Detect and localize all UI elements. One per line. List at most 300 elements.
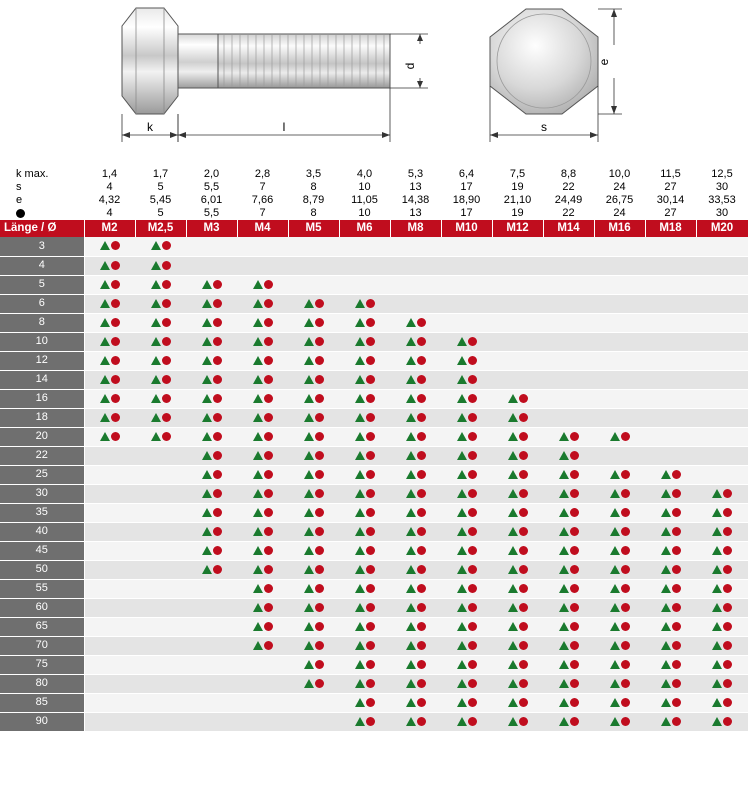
circle-icon xyxy=(519,546,528,555)
availability-cell xyxy=(288,674,339,693)
circle-icon xyxy=(723,698,732,707)
triangle-icon xyxy=(661,508,671,517)
metric-row xyxy=(0,194,748,207)
triangle-icon xyxy=(559,679,569,688)
circle-icon xyxy=(417,318,426,327)
availability-cell xyxy=(492,313,543,332)
availability-cell xyxy=(390,313,441,332)
availability-cell xyxy=(696,389,748,408)
column-header-M6: M6 xyxy=(339,220,390,237)
availability-marks xyxy=(406,659,426,670)
triangle-icon xyxy=(253,451,263,460)
availability-marks xyxy=(355,602,375,613)
circle-icon xyxy=(519,394,528,403)
availability-cell xyxy=(441,560,492,579)
triangle-icon xyxy=(610,698,620,707)
circle-icon xyxy=(111,394,120,403)
metric-value: 27 xyxy=(645,181,696,194)
dimension-label-k: k xyxy=(147,120,153,134)
metric-value: 2,0 xyxy=(186,168,237,181)
availability-cell xyxy=(237,503,288,522)
availability-cell xyxy=(237,655,288,674)
availability-marks xyxy=(406,602,426,613)
availability-cell xyxy=(645,712,696,731)
availability-marks xyxy=(406,450,426,461)
triangle-icon xyxy=(661,622,671,631)
availability-marks xyxy=(151,374,171,385)
table-row xyxy=(0,484,748,503)
availability-marks xyxy=(661,697,681,708)
availability-cell xyxy=(645,541,696,560)
availability-marks xyxy=(406,317,426,328)
availability-marks xyxy=(661,526,681,537)
triangle-icon xyxy=(304,356,314,365)
triangle-icon xyxy=(406,489,416,498)
triangle-icon xyxy=(355,546,365,555)
circle-icon xyxy=(468,660,477,669)
circle-icon xyxy=(417,679,426,688)
column-header-M12: M12 xyxy=(492,220,543,237)
circle-icon xyxy=(417,698,426,707)
triangle-icon xyxy=(712,660,722,669)
availability-cell xyxy=(84,522,135,541)
availability-cell xyxy=(441,256,492,275)
availability-marks xyxy=(559,640,579,651)
availability-cell xyxy=(339,408,390,427)
metric-value: 30 xyxy=(696,181,748,194)
availability-marks xyxy=(253,469,273,480)
triangle-icon xyxy=(151,280,161,289)
availability-marks xyxy=(559,450,579,461)
metric-value: 4,32 xyxy=(84,194,135,207)
triangle-icon xyxy=(610,546,620,555)
circle-icon xyxy=(162,299,171,308)
availability-marks xyxy=(559,716,579,727)
availability-cell xyxy=(186,636,237,655)
availability-cell xyxy=(543,237,594,256)
metric-value: 4 xyxy=(84,181,135,194)
availability-marks xyxy=(253,621,273,632)
availability-cell xyxy=(645,617,696,636)
availability-cell xyxy=(288,522,339,541)
availability-cell xyxy=(390,237,441,256)
table-row xyxy=(0,370,748,389)
circle-icon xyxy=(519,432,528,441)
circle-icon xyxy=(672,565,681,574)
circle-icon xyxy=(315,660,324,669)
availability-marks xyxy=(610,488,630,499)
triangle-icon xyxy=(406,337,416,346)
availability-cell xyxy=(594,712,645,731)
availability-marks xyxy=(100,279,120,290)
triangle-icon xyxy=(100,413,110,422)
triangle-icon xyxy=(508,603,518,612)
triangle-icon xyxy=(355,299,365,308)
triangle-icon xyxy=(508,717,518,726)
length-label: 5 xyxy=(0,275,84,294)
circle-icon xyxy=(264,603,273,612)
availability-marks xyxy=(304,640,324,651)
availability-cell xyxy=(594,655,645,674)
availability-marks xyxy=(202,412,222,423)
circle-icon xyxy=(111,432,120,441)
triangle-icon xyxy=(253,432,263,441)
availability-marks xyxy=(202,564,222,575)
availability-cell xyxy=(339,389,390,408)
availability-marks xyxy=(253,298,273,309)
availability-cell xyxy=(288,465,339,484)
table-row xyxy=(0,313,748,332)
availability-marks xyxy=(406,678,426,689)
metric-value: 8 xyxy=(288,181,339,194)
availability-cell xyxy=(594,313,645,332)
availability-cell xyxy=(84,389,135,408)
availability-cell xyxy=(543,465,594,484)
triangle-icon xyxy=(712,489,722,498)
availability-marks xyxy=(661,678,681,689)
circle-icon xyxy=(111,375,120,384)
circle-icon xyxy=(366,698,375,707)
availability-cell xyxy=(135,636,186,655)
availability-marks xyxy=(355,431,375,442)
availability-cell xyxy=(543,446,594,465)
availability-cell xyxy=(339,275,390,294)
triangle-icon xyxy=(355,375,365,384)
availability-marks xyxy=(253,526,273,537)
availability-marks xyxy=(508,412,528,423)
availability-cell xyxy=(135,674,186,693)
availability-marks xyxy=(508,507,528,518)
circle-icon xyxy=(417,641,426,650)
triangle-icon xyxy=(253,527,263,536)
circle-icon xyxy=(213,527,222,536)
dimension-d xyxy=(390,34,428,88)
availability-cell xyxy=(84,655,135,674)
circle-icon xyxy=(315,451,324,460)
availability-cell xyxy=(288,598,339,617)
availability-cell xyxy=(696,655,748,674)
availability-cell xyxy=(696,712,748,731)
table-row xyxy=(0,541,748,560)
availability-cell xyxy=(84,370,135,389)
availability-cell xyxy=(288,313,339,332)
availability-cell xyxy=(492,389,543,408)
availability-cell xyxy=(84,579,135,598)
availability-cell xyxy=(288,389,339,408)
circle-icon xyxy=(162,337,171,346)
triangle-icon xyxy=(304,641,314,650)
availability-marks xyxy=(151,260,171,271)
triangle-icon xyxy=(304,546,314,555)
availability-cell xyxy=(645,465,696,484)
availability-marks xyxy=(355,716,375,727)
length-label: 10 xyxy=(0,332,84,351)
availability-marks xyxy=(202,526,222,537)
availability-marks xyxy=(457,393,477,404)
availability-cell xyxy=(543,389,594,408)
availability-cell xyxy=(441,712,492,731)
circle-icon xyxy=(621,546,630,555)
circle-icon xyxy=(264,337,273,346)
triangle-icon xyxy=(610,489,620,498)
availability-cell xyxy=(696,237,748,256)
availability-marks xyxy=(457,450,477,461)
availability-cell xyxy=(645,503,696,522)
triangle-icon xyxy=(253,641,263,650)
triangle-icon xyxy=(508,584,518,593)
table-row xyxy=(0,693,748,712)
availability-cell xyxy=(288,332,339,351)
circle-icon xyxy=(264,413,273,422)
availability-cell xyxy=(390,294,441,313)
triangle-icon xyxy=(559,641,569,650)
availability-marks xyxy=(508,393,528,404)
circle-icon xyxy=(468,679,477,688)
triangle-icon xyxy=(304,470,314,479)
circle-icon xyxy=(417,546,426,555)
availability-cell xyxy=(441,579,492,598)
availability-marks xyxy=(355,621,375,632)
triangle-icon xyxy=(355,679,365,688)
column-header-M25: M2,5 xyxy=(135,220,186,237)
availability-marks xyxy=(661,716,681,727)
availability-cell xyxy=(339,617,390,636)
triangle-icon xyxy=(610,679,620,688)
triangle-icon xyxy=(661,546,671,555)
availability-cell xyxy=(645,579,696,598)
circle-icon xyxy=(723,622,732,631)
triangle-icon xyxy=(304,527,314,536)
triangle-icon xyxy=(202,413,212,422)
availability-cell xyxy=(543,522,594,541)
availability-cell xyxy=(543,503,594,522)
triangle-icon xyxy=(304,603,314,612)
metric-value: 17 xyxy=(441,207,492,220)
availability-cell xyxy=(594,560,645,579)
availability-marks xyxy=(202,393,222,404)
availability-marks xyxy=(151,336,171,347)
circle-icon xyxy=(213,375,222,384)
availability-cell xyxy=(645,674,696,693)
circle-icon xyxy=(723,603,732,612)
triangle-icon xyxy=(355,413,365,422)
triangle-icon xyxy=(712,641,722,650)
availability-marks xyxy=(610,640,630,651)
availability-cell xyxy=(441,522,492,541)
availability-marks xyxy=(406,697,426,708)
availability-cell xyxy=(84,237,135,256)
availability-marks xyxy=(202,298,222,309)
availability-marks xyxy=(661,488,681,499)
circle-icon xyxy=(468,394,477,403)
availability-cell xyxy=(84,712,135,731)
triangle-icon xyxy=(406,413,416,422)
circle-icon xyxy=(621,660,630,669)
triangle-icon xyxy=(202,299,212,308)
availability-marks xyxy=(457,583,477,594)
availability-cell xyxy=(645,294,696,313)
availability-cell xyxy=(84,484,135,503)
circle-icon xyxy=(213,413,222,422)
availability-marks xyxy=(712,602,732,613)
availability-marks xyxy=(610,621,630,632)
availability-marks xyxy=(355,317,375,328)
metric-row xyxy=(0,181,748,194)
availability-cell xyxy=(645,389,696,408)
availability-marks xyxy=(712,583,732,594)
dimension-table-body xyxy=(0,168,748,731)
availability-marks xyxy=(559,602,579,613)
availability-cell xyxy=(339,313,390,332)
availability-marks xyxy=(559,488,579,499)
availability-cell xyxy=(186,541,237,560)
metric-value: 10,0 xyxy=(594,168,645,181)
availability-marks xyxy=(559,526,579,537)
availability-cell xyxy=(492,370,543,389)
metric-value: 30,14 xyxy=(645,194,696,207)
availability-cell xyxy=(186,712,237,731)
availability-cell xyxy=(543,693,594,712)
availability-cell xyxy=(237,636,288,655)
availability-cell xyxy=(543,256,594,275)
circle-icon xyxy=(213,299,222,308)
availability-cell xyxy=(237,541,288,560)
circle-icon xyxy=(672,527,681,536)
availability-marks xyxy=(355,678,375,689)
availability-cell xyxy=(441,503,492,522)
availability-cell xyxy=(594,674,645,693)
circle-icon xyxy=(519,451,528,460)
length-label: 85 xyxy=(0,693,84,712)
metric-value: 3,5 xyxy=(288,168,339,181)
triangle-icon xyxy=(355,565,365,574)
triangle-icon xyxy=(304,413,314,422)
availability-marks xyxy=(559,469,579,480)
triangle-icon xyxy=(610,508,620,517)
triangle-icon xyxy=(355,584,365,593)
availability-cell xyxy=(696,275,748,294)
length-label: 65 xyxy=(0,617,84,636)
availability-cell xyxy=(339,370,390,389)
availability-cell xyxy=(84,541,135,560)
availability-marks xyxy=(151,412,171,423)
circle-icon xyxy=(417,470,426,479)
triangle-icon xyxy=(253,280,263,289)
availability-cell xyxy=(696,598,748,617)
availability-marks xyxy=(457,659,477,670)
availability-marks xyxy=(304,355,324,366)
triangle-icon xyxy=(508,489,518,498)
triangle-icon xyxy=(100,394,110,403)
circle-icon xyxy=(468,603,477,612)
availability-marks xyxy=(355,507,375,518)
circle-icon xyxy=(519,717,528,726)
availability-cell xyxy=(492,332,543,351)
triangle-icon xyxy=(253,470,263,479)
circle-icon xyxy=(315,508,324,517)
availability-cell xyxy=(696,370,748,389)
circle-icon xyxy=(366,717,375,726)
availability-cell xyxy=(390,503,441,522)
availability-marks xyxy=(253,545,273,556)
availability-marks xyxy=(355,488,375,499)
triangle-icon xyxy=(661,470,671,479)
availability-cell xyxy=(492,237,543,256)
availability-cell xyxy=(288,655,339,674)
availability-cell xyxy=(135,484,186,503)
circle-icon xyxy=(366,622,375,631)
circle-icon xyxy=(570,698,579,707)
circle-icon xyxy=(723,717,732,726)
availability-cell xyxy=(441,617,492,636)
metric-value: 8,8 xyxy=(543,168,594,181)
circle-icon xyxy=(264,299,273,308)
availability-cell xyxy=(390,674,441,693)
availability-marks xyxy=(610,431,630,442)
availability-marks xyxy=(100,260,120,271)
circle-icon xyxy=(264,280,273,289)
circle-icon xyxy=(468,337,477,346)
column-header-M20: M20 xyxy=(696,220,748,237)
availability-marks xyxy=(406,716,426,727)
triangle-icon xyxy=(253,356,263,365)
bolt-end-view xyxy=(490,9,598,114)
triangle-icon xyxy=(406,508,416,517)
table-row xyxy=(0,351,748,370)
circle-icon xyxy=(366,546,375,555)
availability-cell xyxy=(492,351,543,370)
availability-marks xyxy=(202,317,222,328)
availability-marks xyxy=(508,659,528,670)
availability-marks xyxy=(355,545,375,556)
triangle-icon xyxy=(151,432,161,441)
availability-marks xyxy=(610,678,630,689)
triangle-icon xyxy=(355,641,365,650)
metric-row-label: e xyxy=(0,194,84,207)
triangle-icon xyxy=(610,603,620,612)
availability-cell xyxy=(237,598,288,617)
availability-cell xyxy=(339,560,390,579)
availability-marks xyxy=(304,659,324,670)
triangle-icon xyxy=(559,717,569,726)
availability-marks xyxy=(508,602,528,613)
circle-icon xyxy=(366,299,375,308)
circle-icon xyxy=(672,584,681,593)
circle-icon xyxy=(264,489,273,498)
table-row xyxy=(0,408,748,427)
triangle-icon xyxy=(661,565,671,574)
availability-marks xyxy=(610,697,630,708)
availability-cell xyxy=(645,408,696,427)
circle-icon xyxy=(315,375,324,384)
availability-cell xyxy=(84,294,135,313)
circle-icon xyxy=(723,546,732,555)
circle-icon xyxy=(468,622,477,631)
availability-marks xyxy=(661,659,681,670)
triangle-icon xyxy=(355,508,365,517)
availability-cell xyxy=(645,484,696,503)
metric-value: 4,0 xyxy=(339,168,390,181)
circle-icon xyxy=(468,375,477,384)
triangle-icon xyxy=(457,489,467,498)
availability-marks xyxy=(406,621,426,632)
triangle-icon xyxy=(406,565,416,574)
circle-icon xyxy=(315,318,324,327)
circle-icon xyxy=(162,413,171,422)
availability-cell xyxy=(492,579,543,598)
circle-icon xyxy=(519,413,528,422)
availability-marks xyxy=(457,336,477,347)
